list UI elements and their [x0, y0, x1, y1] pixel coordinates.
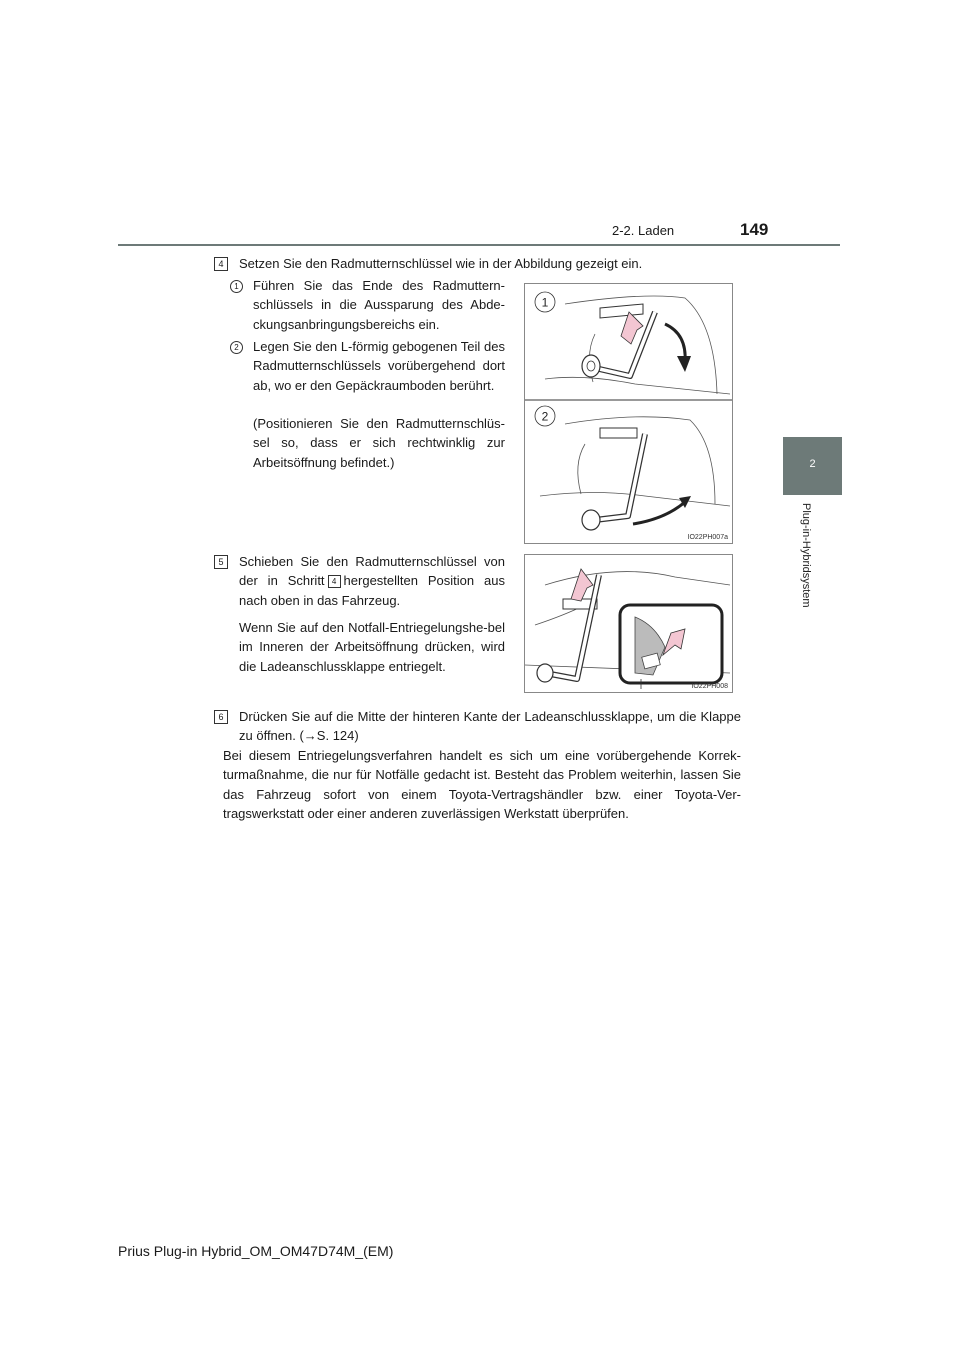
chapter-number: 2	[809, 458, 816, 470]
step-number-5: 5	[214, 555, 228, 569]
callout-2-label: 2	[541, 409, 549, 424]
step-number-4: 4	[214, 257, 228, 271]
step-5-text	[239, 552, 505, 610]
step-5-text-before: Schieben Sie den Radmutternschlüssel von der in Schritt	[239, 554, 505, 589]
document-footer: Prius Plug-in Hybrid_OM_OM47D74M_(EM)	[118, 1243, 394, 1259]
chapter-title: Plug-in-Hybridsystem	[800, 503, 812, 608]
substep-2-note: (Positionieren Sie den Radmutternschlüs-sel so, dass er sich rechtwinklig zur Arbeitsöffnung befindet.)	[253, 416, 505, 470]
chapter-tab	[783, 437, 842, 495]
closing-paragraph: Bei diesem Entriegelungsverfahren handelt es sich um eine vorübergehende Korrek-turmaßnahme, die nur für Notfälle gedacht ist. Besteht das Problem weiterhin, lassen Sie das Fahrzeug sofort von einem Toyota-Vertragshändler bzw. einer Toyota-Ver-tragswerkstatt oder einer anderen zuverlässigen Werkstatt überprüfen.	[223, 748, 741, 822]
substep-number-2: 2	[230, 341, 243, 354]
page-number: 149	[740, 220, 769, 239]
figure-code-1: IO22PH007a	[687, 534, 728, 541]
wrench-placement-illustration	[525, 284, 732, 543]
step-5-note: Wenn Sie auf den Notfall-Entriegelungshe-bel im Inneren der Arbeitsöffnung drücken, wird die Ladeanschlussklappe entriegelt.	[239, 620, 505, 674]
substep-1-text: Führen Sie das Ende des Radmuttern-schlüssels in die Aussparung des Abde-ckungsanbringungsbereichs ein.	[253, 278, 505, 332]
step-5-text-after: hergestellten Position aus nach oben in das Fahrzeug.	[239, 573, 505, 608]
step-number-6: 6	[214, 710, 228, 724]
figure-wrench-placement	[524, 283, 733, 544]
callout-1-label: 1	[541, 295, 549, 310]
figure-wrench-insertion	[524, 554, 733, 693]
wrench-insertion-illustration	[525, 555, 732, 692]
header-divider	[118, 244, 840, 246]
substep-number-1: 1	[230, 280, 243, 293]
step-5-ref-step: 4	[328, 575, 341, 588]
substep-2-text: Legen Sie den L-förmig gebogenen Teil des Radmutternschlüssels vorübergehend dort ab, wo er den Gepäckraumboden berührt.	[253, 339, 505, 393]
step-4-text: Setzen Sie den Radmutternschlüssel wie in der Abbildung gezeigt ein.	[239, 256, 643, 271]
step-6-text: Drücken Sie auf die Mitte der hinteren Kante der Ladeanschlussklappe, um die Klappe zu öffnen. (→S. 124)	[239, 709, 741, 744]
section-title: 2-2. Laden	[612, 223, 675, 238]
figure-code-2: IO22PH008	[691, 683, 728, 690]
